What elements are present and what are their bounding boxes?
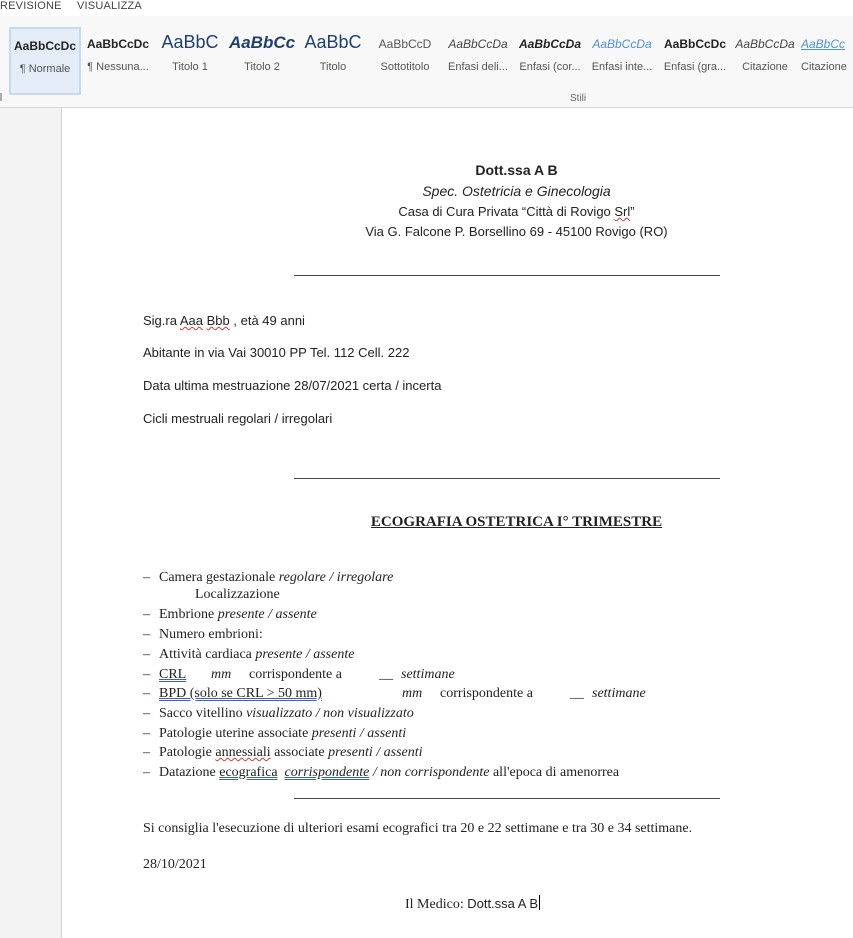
list-item	[143, 647, 354, 663]
styles-group-label: Stili	[570, 93, 587, 104]
style-name: ¶ Nessuna...	[87, 61, 149, 73]
crl-label: CRL	[159, 667, 187, 682]
list-item	[143, 667, 455, 683]
list-dash: –	[143, 570, 150, 585]
patient-age: , età 49 anni	[229, 313, 305, 328]
item-option: regolare / irregolare	[278, 570, 394, 585]
bpd-weeks-blank: __	[570, 686, 584, 701]
item-misspelled: annessiali	[215, 745, 271, 760]
bpd-unit: mm	[402, 686, 423, 701]
style-sample: AaBbCcDa	[735, 37, 795, 51]
list-dash: –	[143, 667, 150, 682]
style-normale[interactable]	[9, 27, 81, 95]
style-enfasi-corsivo[interactable]	[515, 27, 585, 95]
item-text: Numero embrioni:	[159, 627, 263, 642]
crl-weeks-blank: __	[379, 667, 393, 682]
style-name: Titolo 2	[244, 61, 280, 73]
style-sample: AaBbCcDa	[448, 37, 508, 51]
style-sample: AaBbC	[161, 32, 219, 52]
crl-weeks-label: settimane	[401, 667, 455, 682]
patient-last-name: Bbb	[206, 313, 230, 328]
list-item	[143, 765, 619, 781]
clinic-name	[90, 204, 853, 219]
patient-first-name: Aaa	[179, 313, 203, 328]
style-sample: AaBbCcDa	[518, 37, 581, 51]
signature-name: Dott.ssa A B	[467, 896, 539, 911]
clinic-name-close: ”	[630, 204, 635, 219]
style-citazione-intensa[interactable]	[801, 27, 853, 95]
style-name: Titolo 1	[172, 61, 208, 73]
style-citazione[interactable]	[732, 27, 798, 95]
tab-revisione[interactable]: REVISIONE	[0, 0, 62, 12]
list-item	[143, 706, 414, 722]
list-item	[143, 627, 263, 643]
list-item	[143, 726, 406, 742]
list-dash: –	[143, 745, 150, 760]
item-option: presenti / assenti	[328, 745, 423, 760]
separator-line	[294, 798, 720, 799]
item-text: Sacco vitellino	[159, 706, 247, 721]
style-name: Citazione	[742, 61, 788, 73]
list-subitem: Localizzazione	[195, 587, 280, 602]
style-name: ¶ Normale	[19, 63, 71, 75]
patient-line	[143, 313, 305, 328]
item-option: / non corrispondente	[369, 765, 490, 780]
crl-unit: mm	[211, 667, 232, 682]
ribbon-tab-bar	[0, 0, 853, 16]
item-option: presenti / assenti	[311, 726, 407, 741]
signature-line	[405, 895, 540, 913]
style-name: Enfasi inte...	[591, 61, 653, 73]
last-menstruation-line: Data ultima mestruazione 28/07/2021 certa / incerta	[143, 378, 442, 393]
style-sample: AaBbCcDc	[86, 37, 149, 51]
list-dash: –	[143, 607, 150, 622]
style-titolo-1[interactable]	[155, 27, 225, 95]
style-name: Citazione	[801, 61, 847, 73]
item-text: Camera gestazionale	[159, 570, 279, 585]
patient-title: Sig.ra	[143, 313, 180, 328]
style-enfasi-intensa[interactable]	[587, 27, 657, 95]
style-titolo[interactable]	[299, 27, 367, 95]
style-enfasi-delicata[interactable]	[443, 27, 513, 95]
list-dash: –	[143, 647, 150, 662]
style-name: Enfasi deli...	[448, 61, 508, 73]
item-text: Embrione	[159, 607, 218, 622]
style-sottotitolo[interactable]	[370, 27, 440, 95]
style-sample: AaBbCc	[228, 33, 296, 52]
style-sample: AaBbCc	[801, 37, 846, 51]
item-text: associate	[270, 745, 329, 760]
style-nessuna-spaziatura[interactable]	[83, 27, 153, 95]
item-text: Patologie	[159, 745, 216, 760]
style-sample: AaBbCcD	[378, 37, 432, 51]
list-dash: –	[143, 686, 150, 701]
style-titolo-2[interactable]	[226, 27, 298, 95]
group-divider	[0, 93, 2, 101]
list-dash: –	[143, 706, 150, 721]
style-enfasi-grassetto[interactable]	[659, 27, 731, 95]
style-name: Sottotitolo	[380, 61, 430, 73]
style-name: Enfasi (cor...	[519, 61, 581, 73]
bpd-weeks-label: settimane	[592, 686, 646, 701]
clinic-srl: Srl	[614, 204, 631, 219]
style-sample: AaBbCcDc	[663, 37, 726, 51]
patient-address-line: Abitante in via Vai 30010 PP Tel. 112 Cell. 222	[143, 345, 410, 360]
advice-paragraph: Si consiglia l'esecuzione di ulteriori esami ecografici tra 20 e 22 settimane e tra 30 e 34 settimane.	[143, 821, 693, 836]
doctor-specialty: Spec. Ostetricia e Ginecologia	[422, 183, 611, 199]
vertical-ruler	[0, 108, 62, 938]
item-option: presente / assente	[217, 607, 317, 622]
style-sample: AaBbCcDc	[13, 39, 76, 53]
separator-line	[294, 478, 720, 479]
text-cursor	[539, 895, 540, 910]
style-sample: AaBbCcDa	[592, 37, 652, 51]
style-name: Titolo	[319, 61, 347, 73]
styles-ribbon	[0, 16, 853, 108]
list-dash: –	[143, 765, 150, 780]
separator-line	[294, 275, 720, 276]
exam-title: ECOGRAFIA OSTETRICA I° TRIMESTRE	[370, 514, 663, 530]
item-option: corrispondente	[284, 765, 370, 780]
doctor-name: Dott.ssa A B	[475, 162, 558, 178]
signature-label: Il Medico:	[405, 897, 468, 912]
item-option: visualizzato / non visualizzato	[246, 706, 414, 721]
report-date: 28/10/2021	[143, 857, 207, 872]
clinic-address: Via G. Falcone P. Borsellino 69 - 45100 Rovigo (RO)	[365, 224, 668, 239]
item-text: all'epoca di amenorrea	[489, 765, 620, 780]
menstrual-cycles-line: Cicli mestruali regolari / irregolari	[143, 411, 333, 426]
item-grammar: ecografica	[219, 765, 278, 780]
crl-correspondence: corrispondente a	[249, 667, 342, 682]
list-item	[143, 607, 317, 623]
list-item	[143, 745, 423, 761]
list-item	[143, 686, 646, 702]
item-text: Patologie uterine associate	[159, 726, 312, 741]
clinic-name-text: Casa di Cura Privata “Città di Rovigo	[398, 204, 615, 219]
bpd-label: BPD (solo se CRL > 50 mm)	[159, 686, 322, 701]
item-option: presente / assente	[255, 647, 355, 662]
bpd-correspondence: corrispondente a	[440, 686, 533, 701]
style-name: Enfasi (gra...	[663, 61, 727, 73]
list-dash: –	[143, 627, 150, 642]
item-text: Attività cardiaca	[159, 647, 256, 662]
item-text: Datazione	[159, 765, 220, 780]
list-dash: –	[143, 726, 150, 741]
tab-visualizza[interactable]: VISUALIZZA	[77, 0, 142, 12]
list-item	[143, 570, 393, 586]
style-sample: AaBbC	[304, 32, 362, 52]
